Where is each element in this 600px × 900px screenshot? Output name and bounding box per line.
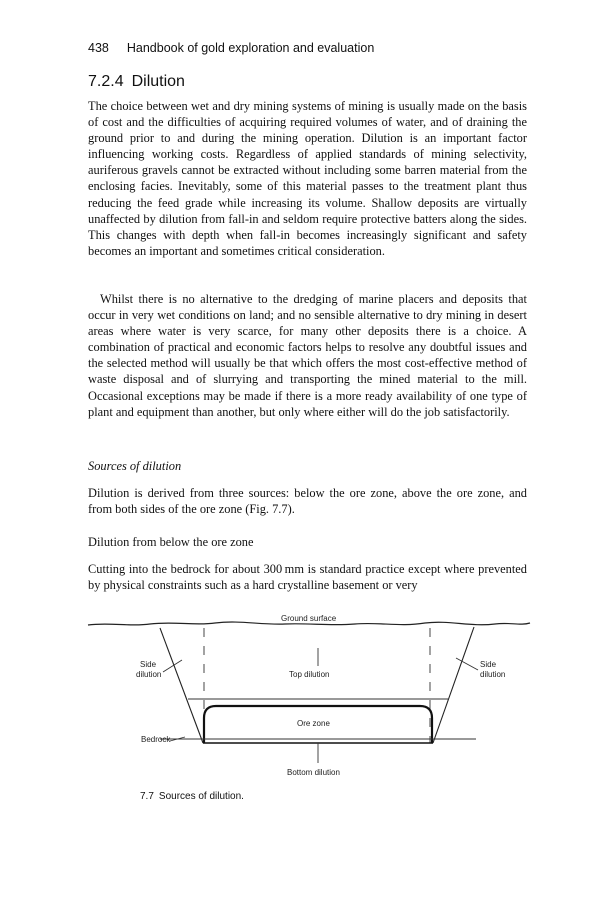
ground-surface-label: Ground surface bbox=[281, 614, 337, 623]
figure-caption bbox=[140, 791, 244, 802]
subsubsection-heading: Dilution from below the ore zone bbox=[88, 535, 254, 549]
subsection-heading: Sources of dilution bbox=[88, 459, 182, 473]
caption-text: Sources of dilution. bbox=[158, 791, 244, 802]
bedrock-label: Bedrock bbox=[141, 735, 171, 744]
section-heading bbox=[88, 73, 185, 91]
section-title: Dilution bbox=[131, 73, 185, 90]
top-dilution-label: Top dilution bbox=[289, 670, 330, 679]
page-number: 438 bbox=[88, 41, 109, 55]
side-dilution-left-label-2: dilution bbox=[136, 670, 162, 679]
paragraph-1: The choice between wet and dry mining systems of mining is usually made on the basis of cost and the difficulties of acquiring required volumes of water, and of draining the ground prior to and during the mining operation. Dilution is an important factor influencing working costs. Regardless of applied standards of mining selectivity, auriferous gravels cannot be extracted without including some barren material from the enclosing facies. Inevitably, some of this material passes to the treatment plant thus reducing the feed grade while increasing its volume. Shallow deposits are virtually unaffected by dilution from fall-in and seldom require protective batters along the sides. This changes with depth when fall-in becomes increasingly significant and safety becomes an important and sometimes critical consideration. bbox=[88, 99, 527, 258]
book-title: Handbook of gold exploration and evaluation bbox=[126, 41, 375, 55]
running-head bbox=[88, 41, 374, 55]
bottom-dilution-label: Bottom dilution bbox=[287, 768, 340, 777]
right-pit-side bbox=[433, 627, 474, 743]
ore-zone-label: Ore zone bbox=[297, 719, 330, 728]
subsection-paragraph: Dilution is derived from three sources: below the ore zone, above the ore zone, and from both sides of the ore zone (Fig. 7.7). bbox=[88, 486, 527, 517]
dilution-diagram bbox=[0, 600, 600, 810]
side-dilution-right-label-1: Side bbox=[480, 660, 497, 669]
side-dilution-left-label-1: Side bbox=[140, 660, 157, 669]
paragraph-2: Whilst there is no alternative to the dredging of marine placers and deposits that occur in very wet conditions on land; and no sensible alternative to dry mining in desert areas where water is very scarce, for many other deposits there is a choice. A combination of practical and economic factors helps to resolve any doubtful issues and the selected method will usually be that which offers the most cost-effective method of waste disposal and of slurrying and transporting the mined material to the mill. Occasional exceptions may be made if there is a more ready availability of one type of plant and equipment than another, but only where either will do the job satisfactorily. bbox=[88, 292, 527, 419]
left-pit-side bbox=[160, 628, 203, 743]
section-number: 7.2.4 bbox=[88, 73, 124, 90]
subsubsection-paragraph: Cutting into the bedrock for about 300 mm is standard practice except where prevented by physical constraints such as a hard crystalline basement or very bbox=[88, 562, 527, 593]
caption-number: 7.7 bbox=[140, 791, 154, 802]
side-dilution-right-label-2: dilution bbox=[480, 670, 506, 679]
